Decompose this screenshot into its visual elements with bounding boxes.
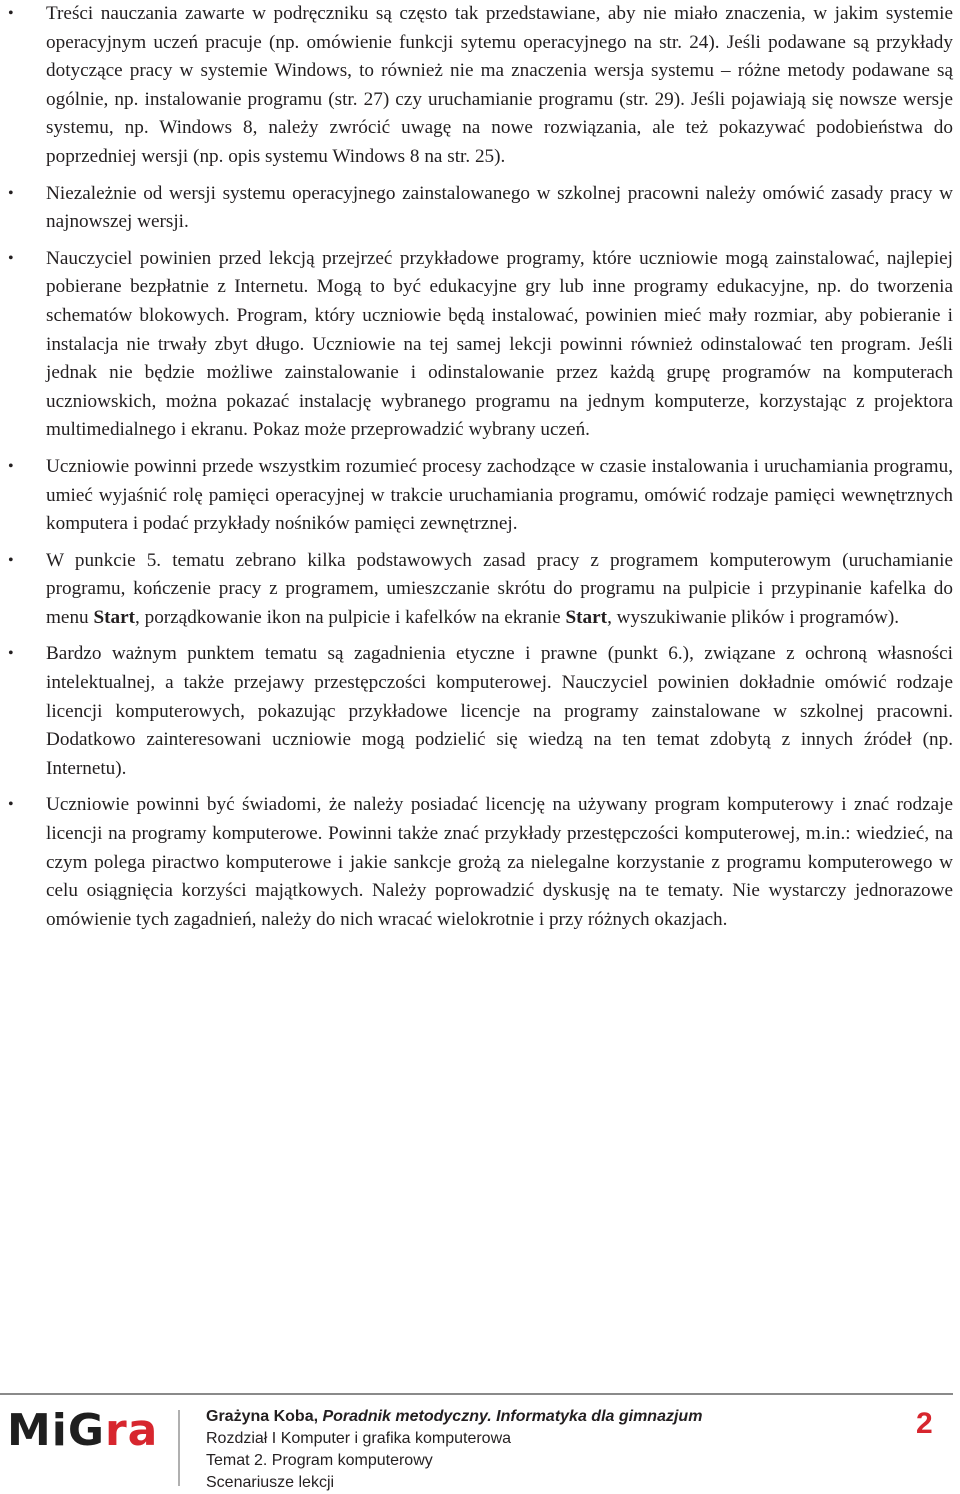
start-screen-term: Start — [565, 606, 608, 628]
bullet-icon: • — [8, 249, 14, 267]
list-item — [0, 453, 960, 539]
footer-divider — [0, 1393, 953, 1395]
list-item — [0, 245, 960, 445]
book-author: Grażyna Koba, — [206, 1408, 323, 1425]
paragraph-text: Nauczyciel powinien przed lekcją przejrzeć przykładowe programy, które uczniowie mogą zainstalować, najlepiej pobierane bezpłatnie z Internetu. Mogą to być edukacyjne gry lub inne programy edukacyjne, np. do tworzenia schematów blokowych. Program, który uczniowie będą instalować, powinien mieć mały rozmiar, aby pobieranie i instalacja nie trwały zbyt długo. Uczniowie na tej samej lekcji powinni również odinstalować ten program. Jeśli jednak nie będzie możliwe zainstalowanie i odinstalowanie przez każdą grupę programów na komputerach uczniowskich, można pokazać instalację wybranego programu na jednym komputerze, korzystając z projektora multimedialnego i ekranu. Pokaz może przeprowadzić wybrany uczeń. — [46, 247, 953, 441]
paragraph-text — [46, 550, 953, 628]
section-line: Scenariusze lekcji — [206, 1474, 335, 1491]
list-item — [0, 791, 960, 934]
paragraph-text: Bardzo ważnym punktem tematu są zagadnienia etyczne i prawne (punkt 6.), związane z ochroną własności intelektualnej, a także przejawy przestępczości komputerowej. Nauczyciel powinien dokładnie omówić rodzaje licencji komputerowych, pokazując przykładowe licencje na programy zainstalowane w szkolnej pracowni. Dodatkowo zainteresowani uczniowie mogą podzielić się wiedzą na ten temat zdobytą z innych źródeł (np. Internetu). — [46, 643, 953, 779]
book-line — [206, 1406, 702, 1428]
paragraph-text-part: , porządkowanie ikon na pulpicie i kafelków na ekranie — [135, 606, 566, 628]
list-item — [0, 640, 960, 783]
paragraph-text: Treści nauczania zawarte w podręczniku są często tak przedstawiane, aby nie miało znaczenia, w jakim systemie operacyjnym uczeń pracuje (np. omówienie funkcji sytemu operacyjnego na str. 24). Jeśli podawane są przykłady dotyczące pracy w systemie Windows, to również nie ma znaczenia wersja systemu – różne metody podawane są ogólnie, np. instalowanie programu (str. 27) czy uruchamianie programu (str. 29). Jeśli pojawiają się nowsze wersje systemu, np. Windows 8, należy zwrócić uwagę na nowe rozwiązania, ale też pokazywać podobieństwa do poprzedniej wersji (np. opis systemu Windows 8 na str. 25). — [46, 3, 953, 167]
bullet-icon: • — [8, 551, 14, 569]
list-item — [0, 180, 960, 237]
bullet-icon: • — [8, 5, 14, 22]
bullet-icon: • — [8, 457, 14, 475]
book-title: Poradnik metodyczny. Informatyka dla gimnazjum — [322, 1408, 703, 1425]
paragraph-text-part: , wyszukiwanie plików i programów). — [607, 606, 900, 628]
list-item — [0, 0, 960, 172]
start-menu-term: Start — [93, 606, 135, 628]
paragraph-text-part: W punkcie 5. tematu zebrano kilka podstawowych zasad pracy z programem komputerowym (uruchamianie programu, kończenie pracy z programem, umieszczanie skrótu do programu na pulpicie i przypinanie kafelka do menu — [46, 549, 953, 628]
logo-text-part: MiG — [7, 1405, 105, 1456]
paragraph-text: Uczniowie powinni przede wszystkim rozumieć procesy zachodzące w czasie instalowania i uruchamiania programu, umieć wyjaśnić rolę pamięci operacyjnej w trakcie uruchamiania programu, omówić rodzaje pamięci wewnętrznych komputera i podać przykłady nośników pamięci zewnętrznej. — [46, 455, 953, 535]
chapter-line: Rozdział I Komputer i grafika komputerowa — [206, 1430, 512, 1447]
logo-text-accent: ra — [104, 1405, 159, 1456]
paragraph-text: Uczniowie powinni być świadomi, że należy posiadać licencję na używany program komputerowy i znać rodzaje licencji na programy komputerowe. Powinni także znać przykłady przestępczości komputerowej, m.in.: wiedzieć, na czym polega piractwo komputerowe i jakie sankcje grożą za nielegalne korzystanie z programu komputerowego w celu osiągnięcia korzyści majątkowych. Należy poprowadzić dyskusję na te tematy. Nie wystarczy jednorazowe omówienie tych zagadnień, należy do nich wracać wielokrotnie i przy różnych okazjach. — [46, 794, 953, 930]
publisher-logo — [7, 1405, 158, 1456]
bullet-icon: • — [8, 796, 14, 814]
footer-info — [206, 1406, 702, 1494]
logo-divider — [178, 1410, 180, 1486]
bullet-icon: • — [8, 645, 14, 663]
page-number: 2 — [916, 1407, 933, 1440]
paragraph-text: Niezależnie od wersji systemu operacyjnego zainstalowanego w szkolnej pracowni należy omówić zasady pracy w najnowszej wersji. — [46, 182, 953, 233]
bullet-icon: • — [8, 184, 14, 202]
list-item — [0, 547, 960, 633]
topic-line: Temat 2. Program komputerowy — [206, 1452, 433, 1469]
